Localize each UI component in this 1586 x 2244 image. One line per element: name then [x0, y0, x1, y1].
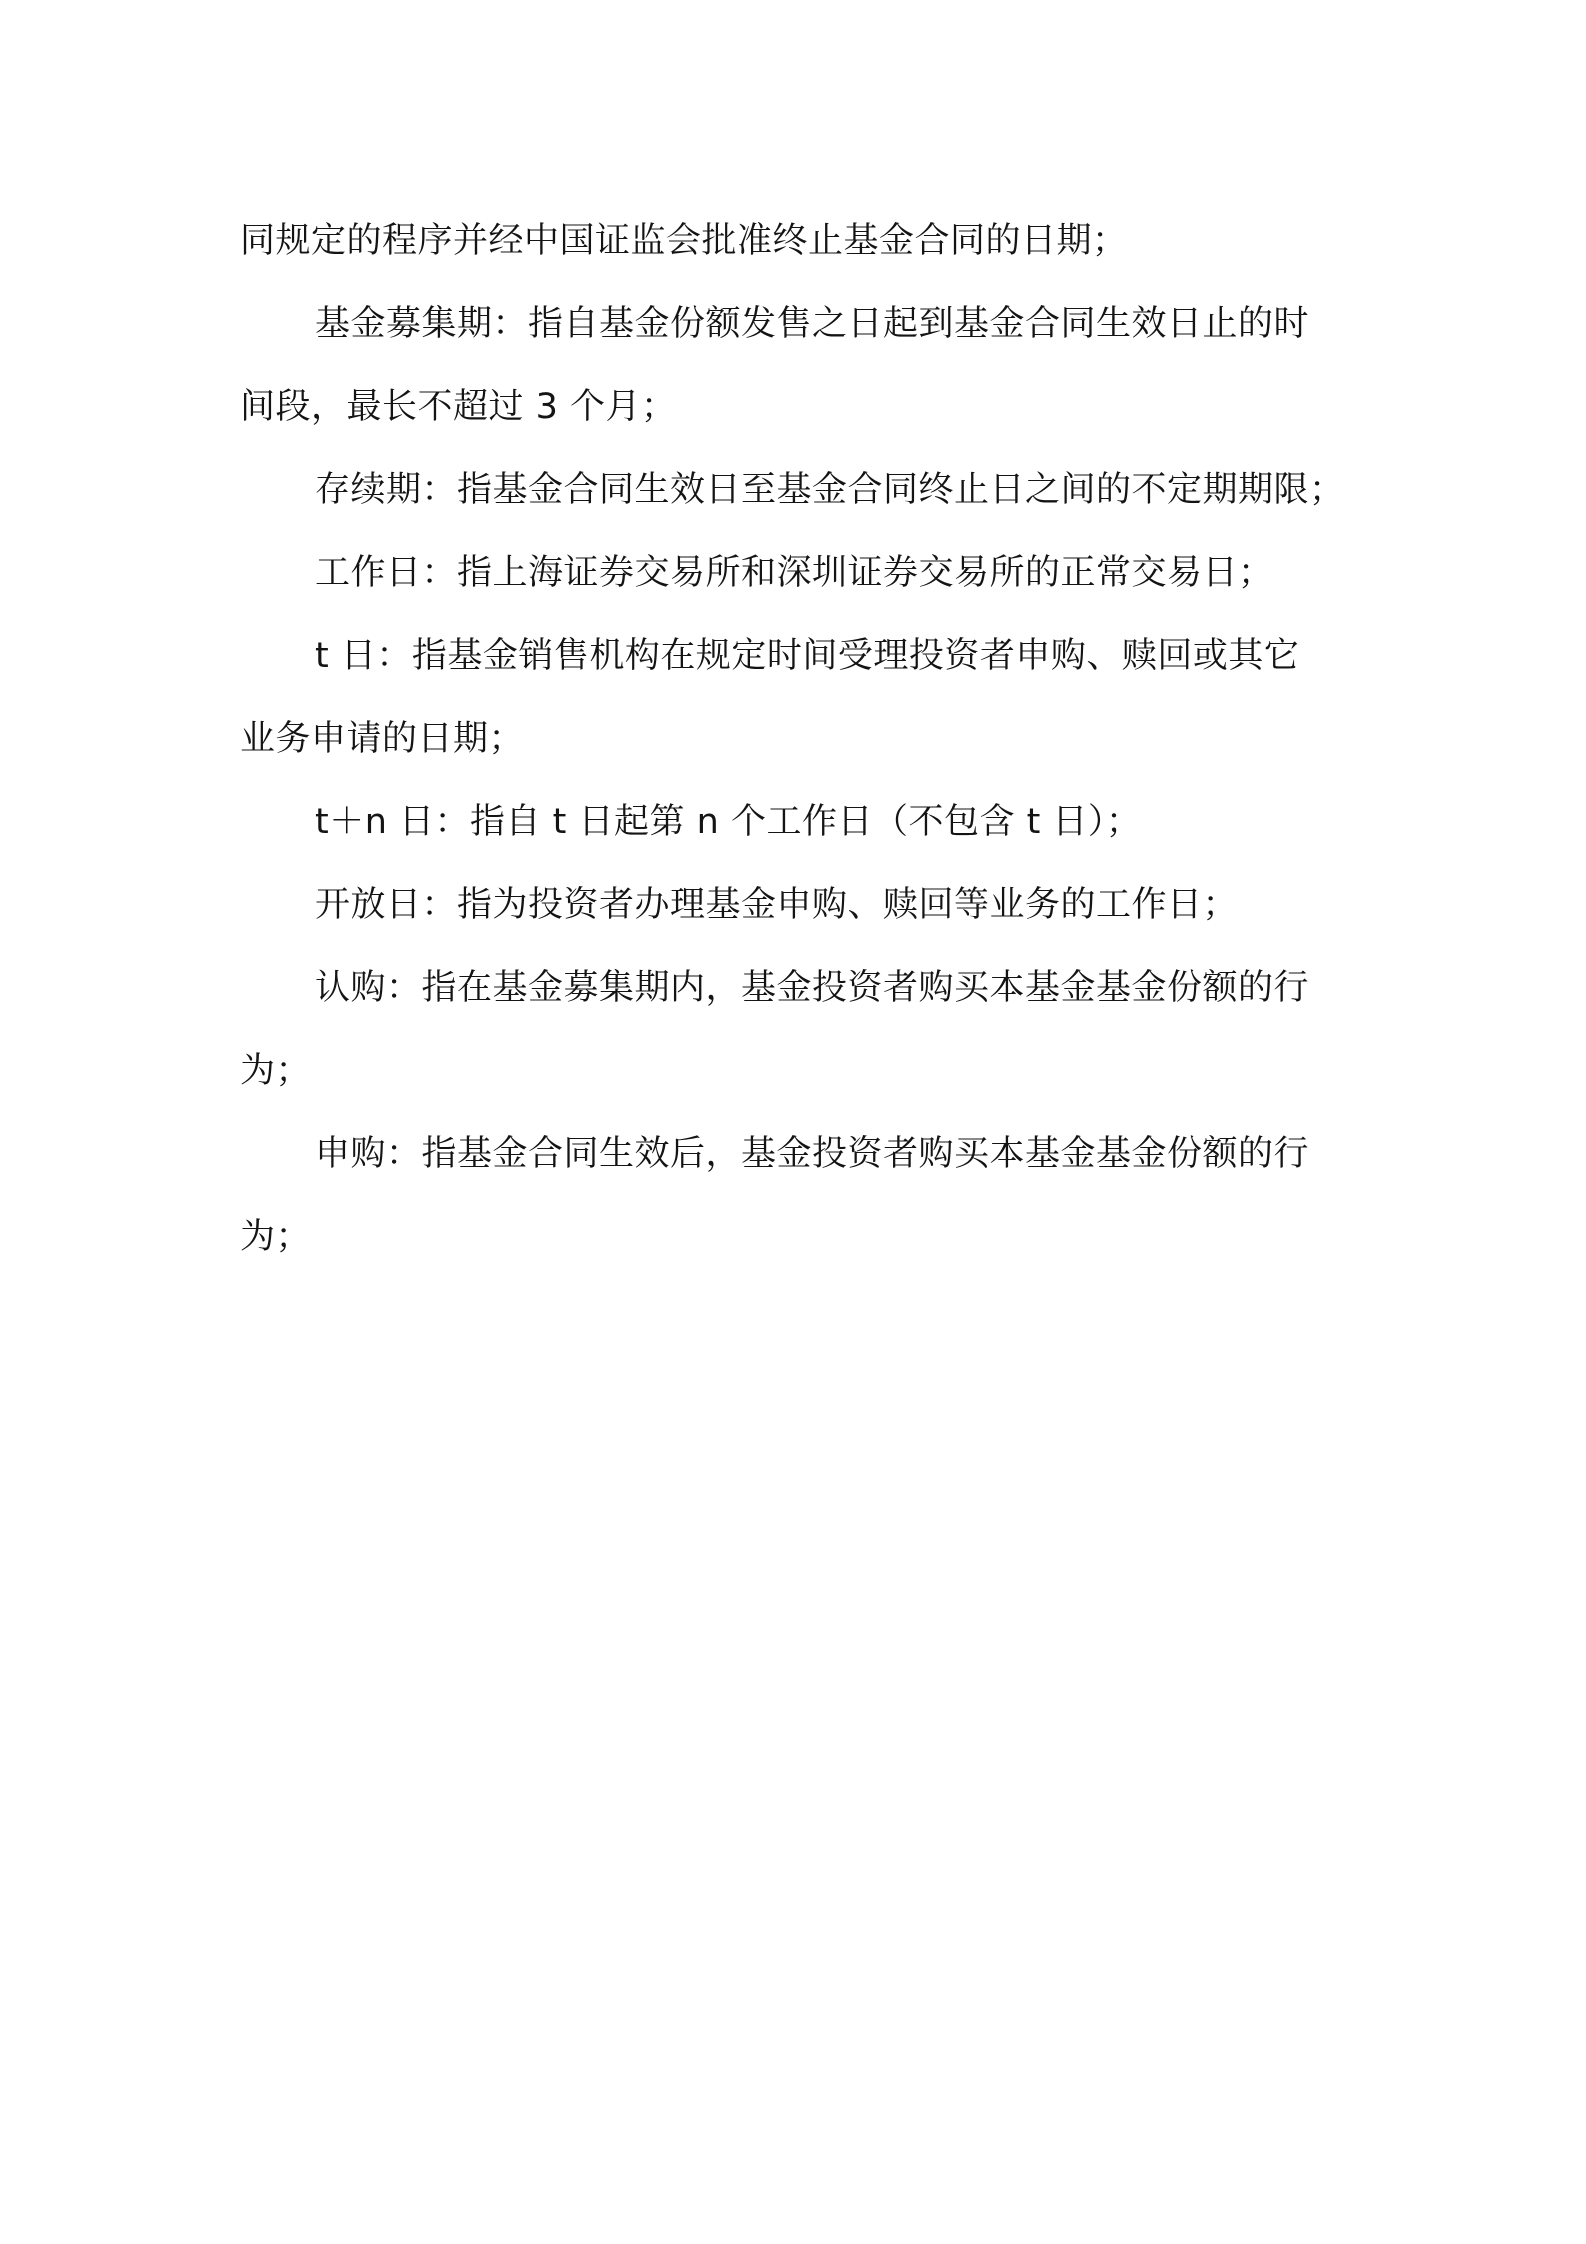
- definition-t-day-cont: 业务申请的日期；: [240, 719, 525, 759]
- definition-duration-period: 存续期：指基金合同生效日至基金合同终止日之间的不定期期限；: [315, 470, 1345, 510]
- definition-working-day: 工作日：指上海证券交易所和深圳证券交易所的正常交易日；: [315, 553, 1274, 593]
- definition-subscription-cont: 为；: [240, 1051, 312, 1091]
- definition-subscription: 认购：指在基金募集期内，基金投资者购买本基金基金份额的行: [315, 968, 1310, 1008]
- definition-purchase-cont: 为；: [240, 1217, 312, 1257]
- definition-fund-raising-period-cont: 间段，最长不超过 3 个月；: [240, 387, 677, 427]
- definition-open-day: 开放日：指为投资者办理基金申购、赎回等业务的工作日；: [315, 885, 1239, 925]
- definition-t-day: t 日：指基金销售机构在规定时间受理投资者申购、赎回或其它: [315, 636, 1300, 676]
- text-line-1: 同规定的程序并经中国证监会批准终止基金合同的日期；: [240, 221, 1128, 261]
- definition-fund-raising-period: 基金募集期：指自基金份额发售之日起到基金合同生效日止的时: [315, 304, 1310, 344]
- definition-purchase: 申购：指基金合同生效后，基金投资者购买本基金基金份额的行: [315, 1134, 1310, 1174]
- definition-t-plus-n-day: t＋n 日：指自 t 日起第 n 个工作日（不包含 t 日）；: [315, 802, 1142, 842]
- document-body: [240, 200, 1370, 1279]
